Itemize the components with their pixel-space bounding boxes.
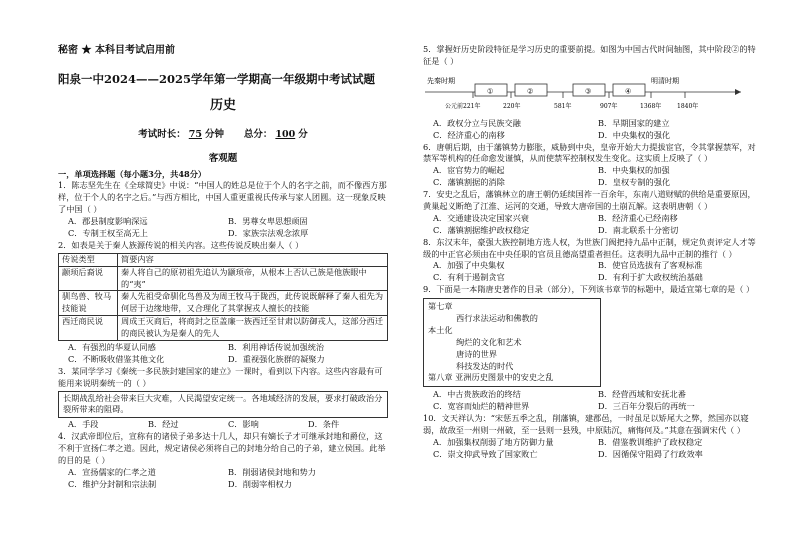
stage-label: ③ <box>585 87 592 96</box>
option-b: B．经营西域和安抚北番 <box>598 389 686 400</box>
table-cell: 秦人将自己的原初祖先追认为颛顼帝，从根本上否认己族是他族眼中的“夷” <box>118 266 388 291</box>
stage-label: ① <box>487 87 494 96</box>
options <box>58 342 388 366</box>
option-a: A．加强了中央集权 <box>433 260 505 271</box>
option-c: C．不断吸收借鉴其他文化 <box>68 353 165 364</box>
options <box>423 165 763 189</box>
options <box>58 216 388 240</box>
table-cell: 驯鸟兽、牧马技能说 <box>59 291 118 316</box>
table-header-cell: 传说类型 <box>59 253 118 266</box>
table-cell: 西迁商民说 <box>59 316 118 341</box>
table-row <box>59 291 388 316</box>
option-b: B．男尊女卑思想顽固 <box>228 216 308 227</box>
question-stem: 5．掌握好历史阶段特征是学习历史的重要前提。如图为中国古代时间轴图，其中阶段②的特征是（ ） <box>423 44 756 66</box>
timeline-diagram <box>423 70 763 116</box>
option-d: D．皇权专制的强化 <box>598 177 671 188</box>
score-value: 100 <box>275 129 296 141</box>
timeline-end-label: 明清时期 <box>651 76 679 85</box>
material-box: 长期战乱给社会带来巨大灾难，人民渴望安定统一。各地域经济的发展，要求打破政治分裂所带来的阻碍。 <box>58 391 388 419</box>
option-a: A．有强烈的华夏认同感 <box>68 342 156 353</box>
tick-label: 1840年 <box>677 102 699 110</box>
right-column <box>423 44 763 461</box>
secret-label: 秘密 ★ 本科目考试启用前 <box>58 45 175 56</box>
question-stem: 1．陈志坚先生在《全球简史》中说：“中国人的姓总是位于个人的名字之前，而不像西方那样，位于个人的名字之后。”与西方相比，中国人重更重视氏传承与家人团圆。这一现象反映了中国（ ） <box>58 180 387 215</box>
tick-label: 公元前221年 <box>445 102 481 110</box>
question-stem: 7．安史之乱后，藩镇林立的唐王朝仍延续国祚一百余年，东南八道财赋的供给是重要原因，黄巢起义断绝了江淮、运河的交通，导致大唐帝国的土崩瓦解。这表明唐朝（ ） <box>423 189 756 212</box>
option-c: C．有利于遏制贪官 <box>433 272 505 283</box>
table-header-row <box>59 253 388 266</box>
legend-table <box>58 253 388 341</box>
option-d: D．因循保守阻碍了行政效率 <box>598 448 703 459</box>
option-b: B．早期国家的建立 <box>598 117 670 128</box>
option-d: D．三百年分裂后的再统一 <box>598 401 695 412</box>
left-column <box>58 44 388 491</box>
exam-title: 阳泉一中2024——2025学年第一学期高一年级期中考试试题 <box>58 71 376 86</box>
option-a: A．交通建设决定国家兴衰 <box>433 212 529 223</box>
options <box>423 260 763 284</box>
option-a: A．中古贵族政治的终结 <box>433 389 521 400</box>
stage-label: ④ <box>625 87 632 96</box>
option-b: B．使官员选拔有了客观标准 <box>598 260 703 271</box>
question-9 <box>423 284 763 413</box>
tick-label: 220年 <box>503 102 521 110</box>
option-a: A．政权分立与民族交融 <box>433 117 521 128</box>
option-b: B．经过 <box>148 419 179 430</box>
options <box>423 389 763 413</box>
table-row <box>59 266 388 291</box>
question-5 <box>423 44 763 142</box>
table-cell: 秦人先祖受命驯化鸟兽及为周王牧马于陇西，此传说既解释了秦人祖先为何居于边缘地带，又合理化了其掌握戎人擅长的技能 <box>118 291 388 316</box>
section-objective: 客观题 <box>208 152 238 164</box>
question-6 <box>423 142 763 190</box>
contents-item: 唐诗的世界 <box>456 348 497 359</box>
contents-box <box>423 298 601 387</box>
option-c: C．维护分封制和宗法制 <box>68 478 157 489</box>
option-c: C．经济重心的南移 <box>433 129 505 140</box>
options <box>58 419 388 431</box>
contents-item: 绚烂的文化和艺术 <box>456 336 522 347</box>
option-b: B．中央集权的加强 <box>598 165 670 176</box>
exam-info: 考试时长： 75 分钟 总分： 100 分 <box>138 129 308 141</box>
tick-label: 1368年 <box>640 102 662 110</box>
option-a: A．郡县制度影响深远 <box>68 216 148 227</box>
option-b: B．利用神话传说加强统治 <box>228 342 325 353</box>
option-c: C．影响 <box>228 419 259 430</box>
option-d: D．条件 <box>308 419 340 430</box>
question-7 <box>423 189 763 237</box>
question-stem: 6．唐朝后期，由于藩镇势力膨胀，威胁到中央，皇帝开始大力提拔宦官，令其掌握禁军，对禁军等机构的任命愈发谨慎，从而使禁军控制权发生变化。这实质上反映了（ ） <box>423 141 756 164</box>
option-c: C．藩镇割据的消除 <box>433 177 505 188</box>
table-header-cell: 简要内容 <box>118 253 388 266</box>
table-row <box>59 316 388 341</box>
question-8 <box>423 237 763 285</box>
tick-label: 581年 <box>554 102 572 110</box>
section-one-heading: 一，单项选择题（每小题3分，共48分） <box>58 168 207 179</box>
contents-item: 西行求法运动和佛教的 <box>456 313 538 324</box>
option-b: B．削弱诸侯封地和势力 <box>228 466 316 477</box>
contents-item: 本土化 <box>428 324 453 335</box>
question-stem: 9．下面是一本隋唐史著作的目录（部分），下列该书章节的标题中，最适宜第七章的是（ ） <box>423 284 755 295</box>
option-c: C．专制王权至高无上 <box>68 228 148 238</box>
option-d: D．中央集权的强化 <box>598 129 671 140</box>
option-c: C．藩镇割据维护政权稳定 <box>433 224 530 235</box>
option-d: D．家族宗法观念浓厚 <box>228 228 309 238</box>
table-cell: 周成王灭商后，将商封之臣盖廉一族西迁至甘肃以防御戎人，这部分西迁的商民被认为是秦人的先人 <box>118 316 388 341</box>
options <box>423 213 763 237</box>
stage-label: ② <box>527 87 534 96</box>
question-stem: 2．如表是关于秦人族源传说的相关内容。这些传说反映出秦人（ ） <box>58 239 304 250</box>
time-value: 75 <box>188 129 202 141</box>
option-c: C．崇文抑武导致了国家败亡 <box>433 448 538 459</box>
question-stem: 3．某同学学习《秦统一多民族封建国家的建立》一课时，看到以下内容。这些内容最有可能用来说明秦统一的（ ） <box>58 365 383 388</box>
question-1 <box>58 180 388 239</box>
question-stem: 8．东汉末年，豪强大族控制地方选人权，为世族门阀把持九品中正制，规定负责评定人才等级的中正官必须由在中央任职的官员且德高望重者担任。这表明九品中正制的推行（ ） <box>423 236 756 259</box>
option-d: D．有利于扩大政权统治基础 <box>598 272 703 283</box>
option-d: D．南北联系十分密切 <box>598 224 679 235</box>
table-cell: 颛顼后裔说 <box>59 266 118 291</box>
question-10 <box>423 413 763 461</box>
option-c: C．宽容而灿烂的精神世界 <box>433 401 530 412</box>
option-b: B．借鉴教训维护了政权稳定 <box>598 436 703 447</box>
timeline-start-label: 先秦时期 <box>427 76 455 85</box>
chapter-8-label: 第八章 亚洲历史图景中的安史之乱 <box>428 372 554 383</box>
subject-title: 历史 <box>209 98 236 114</box>
question-2 <box>58 240 388 366</box>
options <box>423 437 763 461</box>
options <box>58 467 388 491</box>
options <box>423 118 763 142</box>
question-4 <box>58 431 388 490</box>
option-a: A．宣扬儒家的仁孝之道 <box>68 466 156 477</box>
chapter-7-label: 第七章 <box>428 301 453 312</box>
option-a: A．手段 <box>68 419 99 430</box>
question-stem: 4．汉武帝即位后，宣称有的诸侯子弟多达十几人，却只有嫡长子才可继承封地和爵位，这不利于宣扬仁孝之道。因此，规定诸侯必须将自己的封地分给自己的子弟，建立侯国。此举的目的是（ ） <box>58 431 386 466</box>
question-stem: 10．文天祥认为：“宋惩五季之乱，削藩镇，建郡邑，一时虽足以矫尾大之弊，然国亦以寝弱，故敌至一州则一州破，至一县则一县残，中原陆沉，痛悔何及。”其意在强调宋代（ ） <box>423 413 749 436</box>
option-d: D．削弱宰相权力 <box>228 478 292 489</box>
option-a: A．宦官势力的崛起 <box>433 165 505 176</box>
option-b: B．经济重心已经南移 <box>598 212 678 223</box>
tick-label: 907年 <box>600 102 618 110</box>
option-d: D．重视强化族群的凝聚力 <box>228 353 325 364</box>
timeline-svg <box>423 70 743 116</box>
question-3 <box>58 366 388 431</box>
option-a: A．加强集权削弱了地方防御力量 <box>433 436 554 447</box>
contents-item: 科技发达的时代 <box>456 360 514 371</box>
